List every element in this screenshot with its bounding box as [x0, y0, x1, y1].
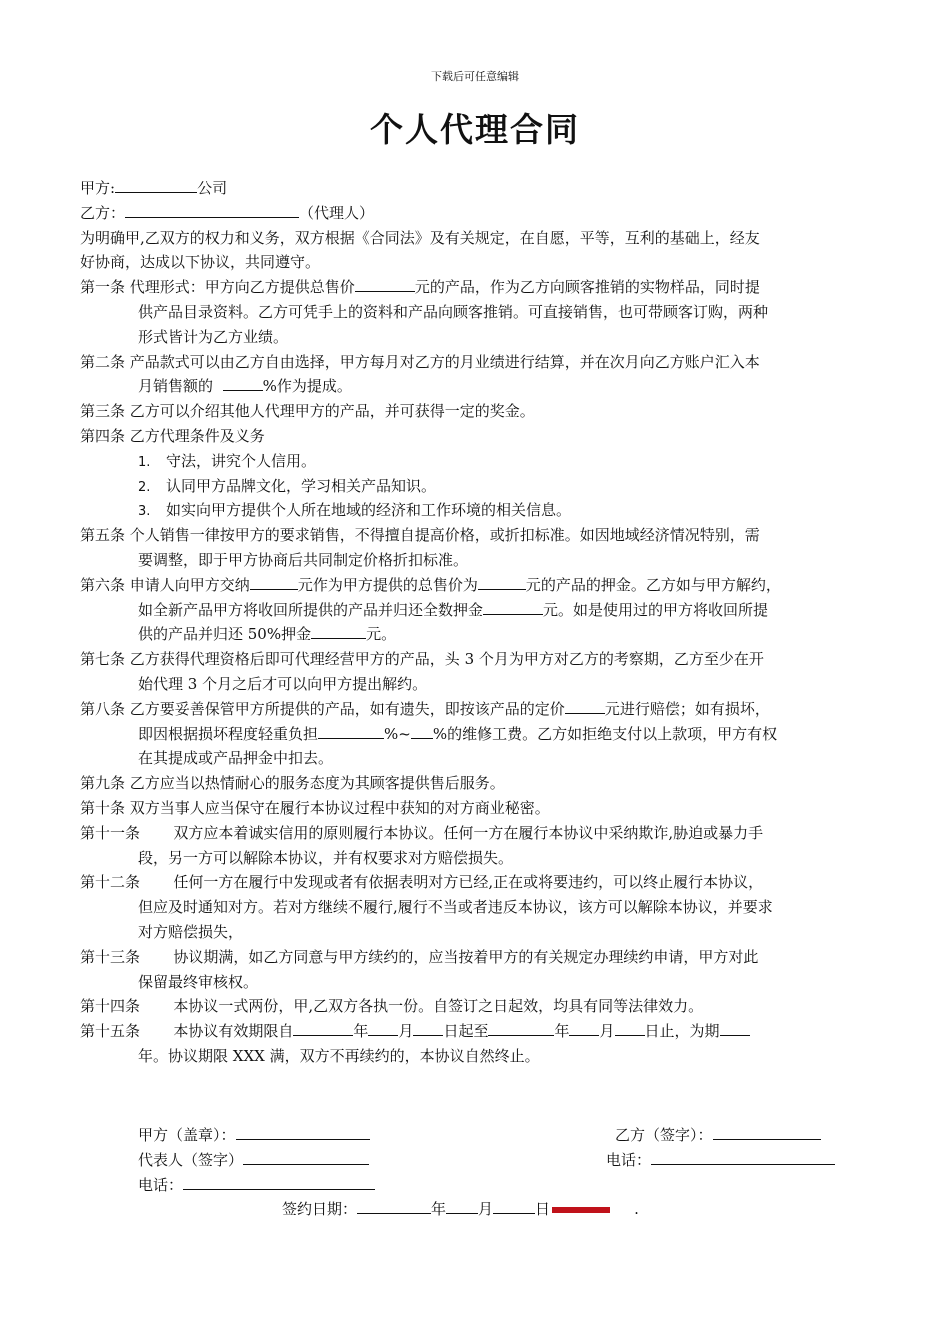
total-price-blank[interactable] [355, 275, 415, 292]
article-11: 第十一条 双方应本着诚实信用的原则履行本协议。任何一方在履行本协议中采纳欺诈,胁迫或暴力手 [80, 823, 764, 842]
article-3: 第三条 乙方可以介绍其他人代理甲方的产品，并可获得一定的奖金。 [80, 402, 535, 421]
contract-body: 甲方: 公司 乙方： （代理人） 为明确甲,乙双方的权力和义务，双方根据《合同法》及有关规定，在自愿，平等，互利的基础上，经友 好协商，达成以下协议，共同遵守。 第一条 代理形式：甲方向乙方提供总售价 元的产品，作为乙方向顾客推销的实物样品，同时提 供产品目录资料。乙方可凭手上的资料和产品向顾客推销。可直接销售，也可带顾客订购，两种 形式皆计为乙方业绩。 第二条 产品款式可以由乙方自由选择，甲方每月对乙方的月业绩进行结算，并在次月向乙方账户汇入本 月销售额的 %作为提成。 第三条 乙方可以介绍其他人代理甲方的产品，并可获得一定的奖金。 第四条 乙方代理条件及义务 1. 守法，讲究个人信用。 2. 认同甲方品牌文化，学习相关产品知识。 3. 如实向甲方提供个人所在地域的经济和工作环境的相关信息。 第五条 个人销售一律按甲方的要求销售，不得擅自提高价格，或折扣标准。如因地域经济情况特别，需 要调整，即于甲方协商后共同制定价格折扣标准。 第六条 申请人向甲方交纳 元作为甲方提供的总售价为 元的产品的押金。乙方如与甲方解约， 如全新产品甲方将收回所提供的产品并归还全数押金 元。如是使用过的甲方将收回所提 供的产品并归还 50%押金 元。 第七条 乙方获得代理资格后即可代理经营甲方的产品，头 3 个月为甲方对乙方的考察期，乙方至少在开 始代理 3 个月之后才可以向甲方提出解约。 第八条 乙方要妥善保管甲方所提供的产品，如有遗失，即按该产品的定价 元进行赔偿；如有损坏， 即因根据损坏程度轻重负担 %~ %的维修工费。乙方如拒绝支付以上款项，甲方有权 在其提成或产品押金中扣去。 第九条 乙方应当以热情耐心的服务态度为其顾客提供售后服务。 第十条 双方当事人应当保守在履行本协议过程中获知的对方商业秘密。 第十一条 双方应本着诚实信用的原则履行本协议。任何一方在履行本协议中采纳欺诈,胁迫或暴力手 段，另一方可以解除本协议，并有权要求对方赔偿损失。 第十二条 任何一方在履行中发现或者有依据表明对方已经,正在或将要违约，可以终止履行本协议， 但应及时通知对方。若对方继续不履行,履行不当或者违反本协议，该方可以解除本协议，并要求 对方赔偿损失， 第十三条 协议期满，如乙方同意与甲方续约的，应当按着甲方的有关规定办理续约申请，甲方对此 保留最终审核权。 第十四条 本协议一式两份，甲,乙双方各执一份。自签订之日起效，均具有同等法律效力。 第十五条 本协议有效期限自 年 月 日起至 年 月 日止，为期 年。协议期限 XXX 满，双方不再续约的，本协议自然终止。 [80, 176, 848, 1069]
article-14: 第十四条 本协议一式两份，甲,乙双方各执一份。自签订之日起效，均具有同等法律效力。 [80, 997, 704, 1016]
party-a-phone-field[interactable] [183, 1174, 375, 1190]
article-15: 第十五条 本协议有效期限自 年 月 日起至 年 月 日止，为期 [80, 1019, 848, 1044]
deposit-blank[interactable] [250, 573, 298, 590]
half-deposit-blank[interactable] [311, 622, 366, 639]
article-9: 第九条 乙方应当以热情耐心的服务态度为其顾客提供售后服务。 [80, 774, 505, 793]
party-a-stamp-line: 甲方（盖章）： [138, 1124, 370, 1145]
party-a-line: 甲方: 公司 [80, 176, 848, 201]
party-a-phone-line: 电话： [138, 1174, 375, 1195]
party-b-sign-field[interactable] [713, 1124, 821, 1140]
party-a-rep-field[interactable] [243, 1149, 369, 1165]
header-note: 下载后可任意编辑 [431, 70, 519, 83]
start-day-blank[interactable] [413, 1019, 443, 1036]
intro-line-1: 为明确甲,乙双方的权力和义务，双方根据《合同法》及有关规定，在自愿，平等，互利的基础上，经友 [80, 228, 760, 247]
party-a-stamp-field[interactable] [236, 1124, 370, 1140]
intro-line-2: 好协商，达成以下协议，共同遵守。 [80, 253, 321, 272]
sign-month-field[interactable] [446, 1198, 478, 1214]
price-blank[interactable] [478, 573, 526, 590]
party-b-line: 乙方： （代理人） [80, 201, 848, 226]
list-item: 1. 守法，讲究个人信用。 [138, 451, 317, 470]
repair-max-blank[interactable] [411, 722, 433, 739]
article-8: 第八条 乙方要妥善保管甲方所提供的产品，如有遗失，即按该产品的定价 元进行赔偿；如有损坏， [80, 697, 848, 722]
article-5: 第五条 个人销售一律按甲方的要求销售，不得擅自提高价格，或折扣标准。如因地域经济情况特别，需 [80, 526, 760, 545]
start-year-blank[interactable] [293, 1019, 353, 1036]
compensation-blank[interactable] [565, 697, 605, 714]
article-7: 第七条 乙方获得代理资格后即可代理经营甲方的产品，头 3 个月为甲方对乙方的考察期，乙方至少在开 [80, 650, 764, 669]
article-4: 第四条 乙方代理条件及义务 [80, 426, 265, 445]
party-b-blank[interactable] [125, 201, 299, 218]
article-1: 第一条 代理形式：甲方向乙方提供总售价 元的产品，作为乙方向顾客推销的实物样品，同时提 [80, 275, 848, 300]
page-title: 个人代理合同 [370, 110, 580, 149]
term-blank[interactable] [720, 1019, 750, 1036]
article-13: 第十三条 协议期满，如乙方同意与甲方续约的，应当按着甲方的有关规定办理续约申请，甲方对此 [80, 947, 759, 966]
commission-blank[interactable] [223, 374, 263, 391]
start-month-blank[interactable] [368, 1019, 398, 1036]
refund-blank[interactable] [483, 598, 543, 615]
list-item: 3. 如实向甲方提供个人所在地域的经济和工作环境的相关信息。 [138, 501, 572, 520]
party-a-blank[interactable] [115, 176, 197, 193]
sign-date-line: 签约日期： 年 月 日 . [282, 1200, 639, 1218]
list-item: 2. 认同甲方品牌文化，学习相关产品知识。 [138, 476, 437, 495]
sign-year-field[interactable] [357, 1198, 431, 1214]
party-b-phone-field[interactable] [651, 1149, 835, 1165]
party-b-sign-line: 乙方（签字）： [615, 1124, 821, 1145]
end-year-blank[interactable] [488, 1019, 554, 1036]
end-day-blank[interactable] [615, 1019, 645, 1036]
end-month-blank[interactable] [569, 1019, 599, 1036]
article-6: 第六条 申请人向甲方交纳 元作为甲方提供的总售价为 元的产品的押金。乙方如与甲方解约， [80, 573, 848, 598]
sign-day-field[interactable] [493, 1198, 535, 1214]
article-12: 第十二条 任何一方在履行中发现或者有依据表明对方已经,正在或将要违约，可以终止履行本协议， [80, 873, 764, 892]
repair-min-blank[interactable] [318, 722, 384, 739]
article-10: 第十条 双方当事人应当保守在履行本协议过程中获知的对方商业秘密。 [80, 798, 550, 817]
party-b-phone-line: 电话： [606, 1149, 835, 1170]
article-2: 第二条 产品款式可以由乙方自由选择，甲方每月对乙方的月业绩进行结算，并在次月向乙方账户汇入本 [80, 352, 760, 371]
red-mark [552, 1207, 610, 1213]
party-a-rep-line: 代表人（签字） [138, 1149, 369, 1170]
